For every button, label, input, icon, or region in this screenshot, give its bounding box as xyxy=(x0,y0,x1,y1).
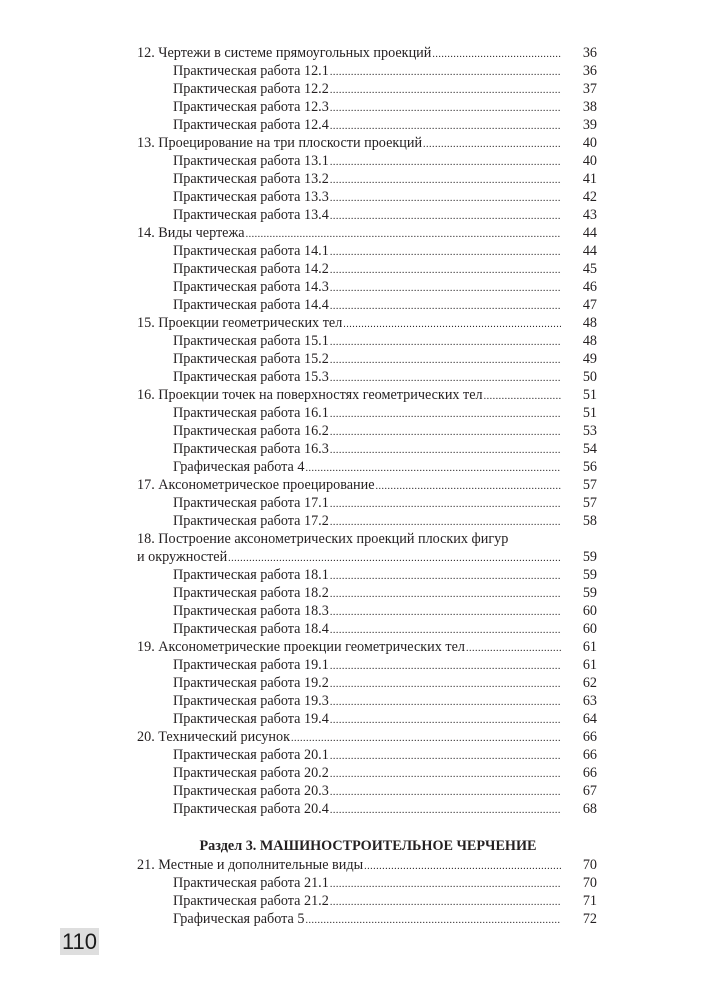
toc-subentry[interactable] xyxy=(137,910,597,928)
toc-entry-label: Практическая работа 12.2 xyxy=(173,81,329,97)
toc-page-number: 40 xyxy=(582,153,597,169)
toc-subentry[interactable] xyxy=(137,62,597,80)
toc-subentry[interactable] xyxy=(137,260,597,278)
toc-page-number: 44 xyxy=(582,225,597,241)
toc-entry-label: 13. Проецирование на три плоскости проекций xyxy=(137,135,423,151)
toc-page-number: 59 xyxy=(582,549,597,565)
toc-entry-line xyxy=(173,368,561,388)
toc-page-number: 68 xyxy=(582,801,597,817)
toc-entry-label: Графическая работа 5 xyxy=(173,911,305,927)
toc-subentry[interactable] xyxy=(137,170,597,188)
toc-entry-line xyxy=(173,584,561,604)
toc-entry-line xyxy=(173,422,561,442)
toc-entry-line xyxy=(173,152,561,172)
toc-entry-label: Практическая работа 16.3 xyxy=(173,441,329,457)
section-header xyxy=(137,836,597,856)
toc-subentry[interactable] xyxy=(137,404,597,422)
toc-entry-line xyxy=(173,188,561,208)
toc-entry-line xyxy=(173,170,561,190)
toc-entry-label: Практическая работа 20.3 xyxy=(173,783,329,799)
toc-subentry[interactable] xyxy=(137,764,597,782)
toc-subentry[interactable] xyxy=(137,892,597,910)
toc-entry-line xyxy=(173,692,561,712)
toc-entry-line xyxy=(173,602,561,622)
toc-entry-label: Практическая работа 21.1 xyxy=(173,875,329,891)
toc-entry-label: 14. Виды чертежа xyxy=(137,225,245,241)
toc-entry-label: 17. Аксонометрическое проецирование xyxy=(137,477,375,493)
toc-entry-label: Практическая работа 20.2 xyxy=(173,765,329,781)
toc-subentry[interactable] xyxy=(137,116,597,134)
toc-entry-label: 20. Технический рисунок xyxy=(137,729,290,745)
toc-subentry[interactable] xyxy=(137,566,597,584)
toc-entry-label: Практическая работа 19.1 xyxy=(173,657,329,673)
toc-page-number: 36 xyxy=(582,63,597,79)
toc-page-number: 60 xyxy=(582,621,597,637)
toc-entry[interactable] xyxy=(137,548,597,566)
toc-entry-line xyxy=(137,134,561,154)
toc-page-number: 67 xyxy=(582,783,597,799)
toc-page-number: 66 xyxy=(582,729,597,745)
toc-entry-line xyxy=(137,386,561,406)
toc-entry-label: 21. Местные и дополнительные виды xyxy=(137,857,364,873)
toc-page-number: 38 xyxy=(582,99,597,115)
toc-subentry[interactable] xyxy=(137,242,597,260)
toc-subentry[interactable] xyxy=(137,206,597,224)
toc-subentry[interactable] xyxy=(137,332,597,350)
toc-page-number: 62 xyxy=(582,675,597,691)
toc-entry[interactable] xyxy=(137,386,597,404)
toc-entry[interactable] xyxy=(137,530,597,548)
toc-entry-label: 16. Проекции точек на поверхностях геометрических тел xyxy=(137,387,483,403)
toc-page-number: 57 xyxy=(582,477,597,493)
toc-entry-line xyxy=(173,710,561,730)
toc-entry-label: Практическая работа 13.2 xyxy=(173,171,329,187)
toc-entry-line xyxy=(173,278,561,298)
toc-entry-label: Практическая работа 13.1 xyxy=(173,153,329,169)
toc-entry-label: Графическая работа 4 xyxy=(173,459,305,475)
toc-entry-line xyxy=(173,440,561,460)
toc-entry-label: Практическая работа 20.4 xyxy=(173,801,329,817)
toc-subentry[interactable] xyxy=(137,278,597,296)
toc-entry-line xyxy=(173,746,561,766)
toc-page-number: 66 xyxy=(582,747,597,763)
toc-subentry[interactable] xyxy=(137,710,597,728)
toc-entry-label: Практическая работа 21.2 xyxy=(173,893,329,909)
toc-page-number: 57 xyxy=(582,495,597,511)
toc-page-number: 58 xyxy=(582,513,597,529)
toc-entry-line xyxy=(137,224,561,244)
toc-subentry[interactable] xyxy=(137,746,597,764)
toc-entry-label: Практическая работа 15.3 xyxy=(173,369,329,385)
toc-entry-label: 12. Чертежи в системе прямоугольных проекций xyxy=(137,45,432,61)
toc-subentry[interactable] xyxy=(137,674,597,692)
toc-entry[interactable] xyxy=(137,224,597,242)
toc-page-number: 45 xyxy=(582,261,597,277)
toc-page-number: 48 xyxy=(582,315,597,331)
toc-subentry[interactable] xyxy=(137,494,597,512)
toc-entry-line xyxy=(137,548,561,568)
toc-entry-line xyxy=(137,44,561,64)
toc-subentry[interactable] xyxy=(137,692,597,710)
toc-entry[interactable] xyxy=(137,728,597,746)
toc-entry-line xyxy=(173,764,561,784)
toc-entry-label: Практическая работа 13.3 xyxy=(173,189,329,205)
toc-entry-label: Практическая работа 14.1 xyxy=(173,243,329,259)
toc-page-number: 51 xyxy=(582,387,597,403)
toc-entry-line xyxy=(173,98,561,118)
toc-subentry[interactable] xyxy=(137,512,597,530)
toc-entry-line xyxy=(173,260,561,280)
toc-entry-line xyxy=(137,476,561,496)
toc-page-number: 46 xyxy=(582,279,597,295)
toc-subentry[interactable] xyxy=(137,296,597,314)
toc-page-number: 51 xyxy=(582,405,597,421)
toc-subentry[interactable] xyxy=(137,98,597,116)
toc-page-number: 50 xyxy=(582,369,597,385)
toc-page-number: 42 xyxy=(582,189,597,205)
toc-entry-label: Практическая работа 15.1 xyxy=(173,333,329,349)
toc-entry-label: Практическая работа 16.2 xyxy=(173,423,329,439)
toc-entry-label: Практическая работа 16.1 xyxy=(173,405,329,421)
toc-subentry[interactable] xyxy=(137,656,597,674)
toc-entry-line xyxy=(137,856,561,876)
toc-page-number: 47 xyxy=(582,297,597,313)
toc-entry-line xyxy=(173,62,561,82)
toc-entry-line xyxy=(173,80,561,100)
toc-entry-label: и окружностей xyxy=(137,549,228,565)
toc-entry-label: Практическая работа 19.3 xyxy=(173,693,329,709)
toc-page-number: 43 xyxy=(582,207,597,223)
toc-subentry[interactable] xyxy=(137,440,597,458)
toc-page-number: 59 xyxy=(582,585,597,601)
dot-leader xyxy=(330,802,561,820)
toc-page-number: 66 xyxy=(582,765,597,781)
toc-entry[interactable] xyxy=(137,856,597,874)
toc-entry-label: 18. Построение аксонометрических проекций плоских фигур xyxy=(137,531,509,547)
toc-entry-line xyxy=(173,116,561,136)
toc-entry-line xyxy=(173,242,561,262)
toc-entry-line xyxy=(173,892,561,912)
toc-entry-line xyxy=(137,314,561,334)
toc-subentry[interactable] xyxy=(137,800,597,818)
toc-page-number: 61 xyxy=(582,657,597,673)
toc-subentry[interactable] xyxy=(137,152,597,170)
toc-entry-line xyxy=(173,910,561,930)
toc-entry-line xyxy=(173,620,561,640)
toc-subentry[interactable] xyxy=(137,602,597,620)
toc-entry-line xyxy=(137,638,561,658)
toc-entry-line xyxy=(173,674,561,694)
toc-subentry[interactable] xyxy=(137,188,597,206)
toc-entry-label: Практическая работа 17.1 xyxy=(173,495,329,511)
toc-subentry[interactable] xyxy=(137,458,597,476)
section-title: Раздел 3. МАШИНОСТРОИТЕЛЬНОЕ ЧЕРЧЕНИЕ xyxy=(199,838,537,854)
toc-subentry[interactable] xyxy=(137,782,597,800)
toc-page-number: 36 xyxy=(582,45,597,61)
toc-page-number: 72 xyxy=(582,911,597,927)
toc-page-number: 49 xyxy=(582,351,597,367)
toc-page-number: 56 xyxy=(582,459,597,475)
toc-entry-line xyxy=(173,874,561,894)
toc-entry-label: 19. Аксонометрические проекции геометрических тел xyxy=(137,639,465,655)
toc-entry-line xyxy=(173,206,561,226)
toc-entry-label: Практическая работа 14.4 xyxy=(173,297,329,313)
table-of-contents xyxy=(137,44,597,818)
toc-entry[interactable] xyxy=(137,476,597,494)
toc-page-number: 41 xyxy=(582,171,597,187)
toc-page-number: 48 xyxy=(582,333,597,349)
toc-subentry[interactable] xyxy=(137,874,597,892)
toc-page-number: 70 xyxy=(582,857,597,873)
toc-entry-line xyxy=(173,800,561,820)
toc-entry-label: Практическая работа 19.4 xyxy=(173,711,329,727)
toc-entry[interactable] xyxy=(137,44,597,62)
toc-subentry[interactable] xyxy=(137,350,597,368)
toc-entry-label: Практическая работа 12.1 xyxy=(173,63,329,79)
toc-subentry[interactable] xyxy=(137,368,597,386)
toc-entry-line xyxy=(173,494,561,514)
toc-page-number: 64 xyxy=(582,711,597,727)
dot-leader xyxy=(305,912,561,930)
toc-entry-label: Практическая работа 17.2 xyxy=(173,513,329,529)
toc-entry-label: 15. Проекции геометрических тел xyxy=(137,315,343,331)
toc-page-number: 37 xyxy=(582,81,597,97)
toc-entry-label: Практическая работа 18.2 xyxy=(173,585,329,601)
toc-entry-label: Практическая работа 19.2 xyxy=(173,675,329,691)
toc-entry-label: Практическая работа 20.1 xyxy=(173,747,329,763)
toc-entry-label: Практическая работа 12.4 xyxy=(173,117,329,133)
toc-entry-line xyxy=(173,332,561,352)
toc-page-number: 54 xyxy=(582,441,597,457)
section-3-contents xyxy=(137,856,597,928)
toc-subentry[interactable] xyxy=(137,620,597,638)
toc-entry-label: Практическая работа 13.4 xyxy=(173,207,329,223)
toc-entry-label: Практическая работа 14.2 xyxy=(173,261,329,277)
toc-entry[interactable] xyxy=(137,134,597,152)
toc-entry-label: Практическая работа 15.2 xyxy=(173,351,329,367)
toc-page-number: 39 xyxy=(582,117,597,133)
toc-entry-label: Практическая работа 18.3 xyxy=(173,603,329,619)
toc-page-number: 59 xyxy=(582,567,597,583)
toc-subentry[interactable] xyxy=(137,584,597,602)
toc-page-number: 60 xyxy=(582,603,597,619)
toc-page-number: 40 xyxy=(582,135,597,151)
toc-entry-line xyxy=(173,656,561,676)
toc-entry-label: Практическая работа 12.3 xyxy=(173,99,329,115)
page-number: 110 xyxy=(61,929,98,954)
toc-page-number: 70 xyxy=(582,875,597,891)
toc-entry-line xyxy=(173,458,561,478)
toc-entry-line xyxy=(137,728,561,748)
toc-page-number: 44 xyxy=(582,243,597,259)
toc-entry-label: Практическая работа 14.3 xyxy=(173,279,329,295)
toc-entry-line xyxy=(173,566,561,586)
toc-entry-line xyxy=(173,404,561,424)
toc-entry-line xyxy=(173,512,561,532)
toc-subentry[interactable] xyxy=(137,422,597,440)
toc-entry-line xyxy=(173,296,561,316)
toc-page-number: 61 xyxy=(582,639,597,655)
toc-page-number: 63 xyxy=(582,693,597,709)
toc-entry-line xyxy=(173,782,561,802)
toc-page-number: 53 xyxy=(582,423,597,439)
toc-entry-line xyxy=(173,350,561,370)
toc-entry[interactable] xyxy=(137,638,597,656)
toc-entry-label: Практическая работа 18.1 xyxy=(173,567,329,583)
toc-entry-label: Практическая работа 18.4 xyxy=(173,621,329,637)
toc-subentry[interactable] xyxy=(137,80,597,98)
toc-page-number: 71 xyxy=(582,893,597,909)
toc-entry-line xyxy=(137,530,561,548)
toc-entry[interactable] xyxy=(137,314,597,332)
